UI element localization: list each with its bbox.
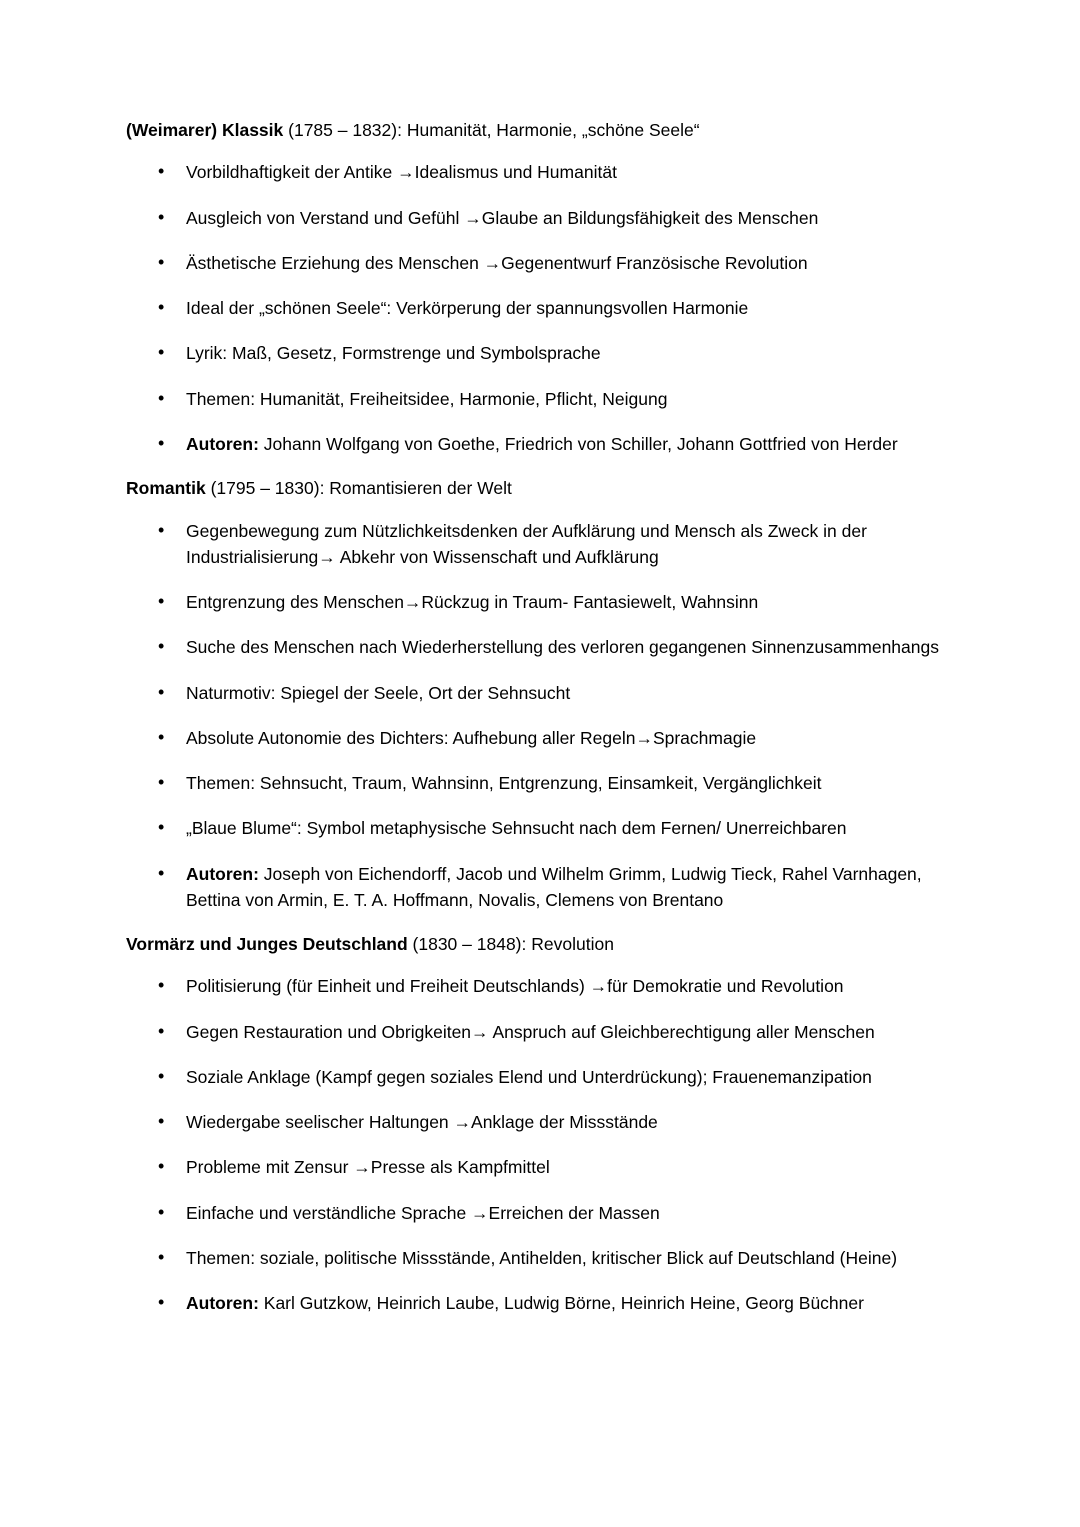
- list-item-text: Politisierung (für Einheit und Freiheit Deutschlands) →für Demokratie und Revolution: [186, 976, 844, 997]
- list-item-text: Themen: Sehnsucht, Traum, Wahnsinn, Entgrenzung, Einsamkeit, Vergänglichkeit: [186, 773, 822, 793]
- list-item-text: Absolute Autonomie des Dichters: Aufhebung aller Regeln→Sprachmagie: [186, 727, 757, 748]
- list-item: [126, 250, 954, 276]
- list-item: [126, 770, 954, 796]
- list-item-text: Ideal der „schönen Seele“: Verkörperung der spannungsvollen Harmonie: [186, 298, 749, 319]
- list-item-text: Entgrenzung des Menschen→Rückzug in Traum- Fantasiewelt, Wahnsinn: [186, 592, 759, 612]
- list-item: [126, 518, 954, 571]
- list-item-text: Vorbildhaftigkeit der Antike →Idealismus und Humanität: [186, 162, 617, 183]
- list-item: [126, 1154, 954, 1180]
- list-item: [126, 725, 954, 751]
- section-heading: [126, 118, 954, 143]
- document-section: [126, 476, 954, 913]
- list-item-text: Lyrik: Maß, Gesetz, Formstrenge und Symbolsprache: [186, 343, 601, 364]
- list-item-text: „Blaue Blume“: Symbol metaphysische Sehnsucht nach dem Fernen/ Unerreichbaren: [186, 818, 847, 839]
- list-item: [126, 973, 954, 999]
- section-heading-title: Romantik: [126, 478, 206, 499]
- list-item: [126, 680, 954, 706]
- list-item-text: Ästhetische Erziehung des Menschen →Gegenentwurf Französische Revolution: [186, 252, 808, 273]
- list-item-text: Karl Gutzkow, Heinrich Laube, Ludwig Börne, Heinrich Heine, Georg Büchner: [258, 1293, 864, 1314]
- list-item: [126, 295, 954, 321]
- list-item-label: Autoren:: [186, 863, 259, 884]
- section-heading-title: Vormärz und Junges Deutschland: [126, 934, 408, 954]
- sections-container: [126, 118, 954, 1316]
- section-heading-subtitle: (1795 – 1830): Romantisieren der Welt: [205, 478, 512, 499]
- list-item: [126, 431, 954, 457]
- bullet-list: [126, 159, 954, 457]
- list-item-text: Soziale Anklage (Kampf gegen soziales Elend und Unterdrückung); Frauenemanzipation: [186, 1066, 872, 1087]
- list-item: [126, 589, 954, 615]
- list-item-text: Gegenbewegung zum Nützlichkeitsdenken der Aufklärung und Mensch als Zweck in der Industrialisierung→ Abkehr von Wissenschaft und Aufklärung: [186, 520, 867, 567]
- list-item-text: Probleme mit Zensur →Presse als Kampfmittel: [186, 1157, 550, 1178]
- list-item: [126, 634, 954, 660]
- list-item-text: Suche des Menschen nach Wiederherstellung des verloren gegangenen Sinnenzusammenhangs: [186, 637, 939, 658]
- bullet-list: [126, 973, 954, 1316]
- list-item: [126, 1019, 954, 1045]
- list-item-text: Naturmotiv: Spiegel der Seele, Ort der Sehnsucht: [186, 682, 571, 703]
- list-item-text: Joseph von Eichendorff, Jacob und Wilhelm Grimm, Ludwig Tieck, Rahel Varnhagen, Bettina von Armin, E. T. A. Hoffmann, Novalis, Clemens von Brentano: [186, 863, 922, 910]
- section-heading-subtitle: (1830 – 1848): Revolution: [407, 934, 614, 954]
- list-item: [126, 159, 954, 185]
- list-item: [126, 815, 954, 841]
- section-heading-subtitle: (1785 – 1832): Humanität, Harmonie, „schöne Seele“: [283, 120, 700, 140]
- list-item-text: Johann Wolfgang von Goethe, Friedrich von Schiller, Johann Gottfried von Herder: [258, 433, 898, 454]
- section-heading: [126, 476, 954, 501]
- bullet-list: [126, 518, 954, 914]
- section-heading-title: (Weimarer) Klassik: [126, 120, 284, 140]
- list-item: [126, 861, 954, 914]
- list-item-text: Gegen Restauration und Obrigkeiten→ Anspruch auf Gleichberechtigung aller Menschen: [186, 1021, 875, 1042]
- list-item-text: Ausgleich von Verstand und Gefühl →Glaube an Bildungsfähigkeit des Menschen: [186, 207, 819, 228]
- list-item: [126, 340, 954, 366]
- list-item-label: Autoren:: [186, 433, 259, 454]
- list-item: [126, 1064, 954, 1090]
- list-item-text: Themen: Humanität, Freiheitsidee, Harmonie, Pflicht, Neigung: [186, 388, 668, 409]
- list-item: [126, 1245, 954, 1271]
- list-item: [126, 1109, 954, 1135]
- list-item-text: Themen: soziale, politische Missstände, Antihelden, kritischer Blick auf Deutschland (Heine): [186, 1247, 898, 1268]
- list-item-label: Autoren:: [186, 1293, 259, 1314]
- list-item: [126, 1200, 954, 1226]
- list-item-text: Einfache und verständliche Sprache →Erreichen der Massen: [186, 1202, 660, 1223]
- section-heading: [126, 932, 954, 957]
- list-item-text: Wiedergabe seelischer Haltungen →Anklage der Missstände: [186, 1112, 658, 1133]
- document-section: [126, 118, 954, 457]
- list-item: [126, 205, 954, 231]
- document-section: [126, 932, 954, 1316]
- list-item: [126, 1290, 954, 1316]
- list-item: [126, 386, 954, 412]
